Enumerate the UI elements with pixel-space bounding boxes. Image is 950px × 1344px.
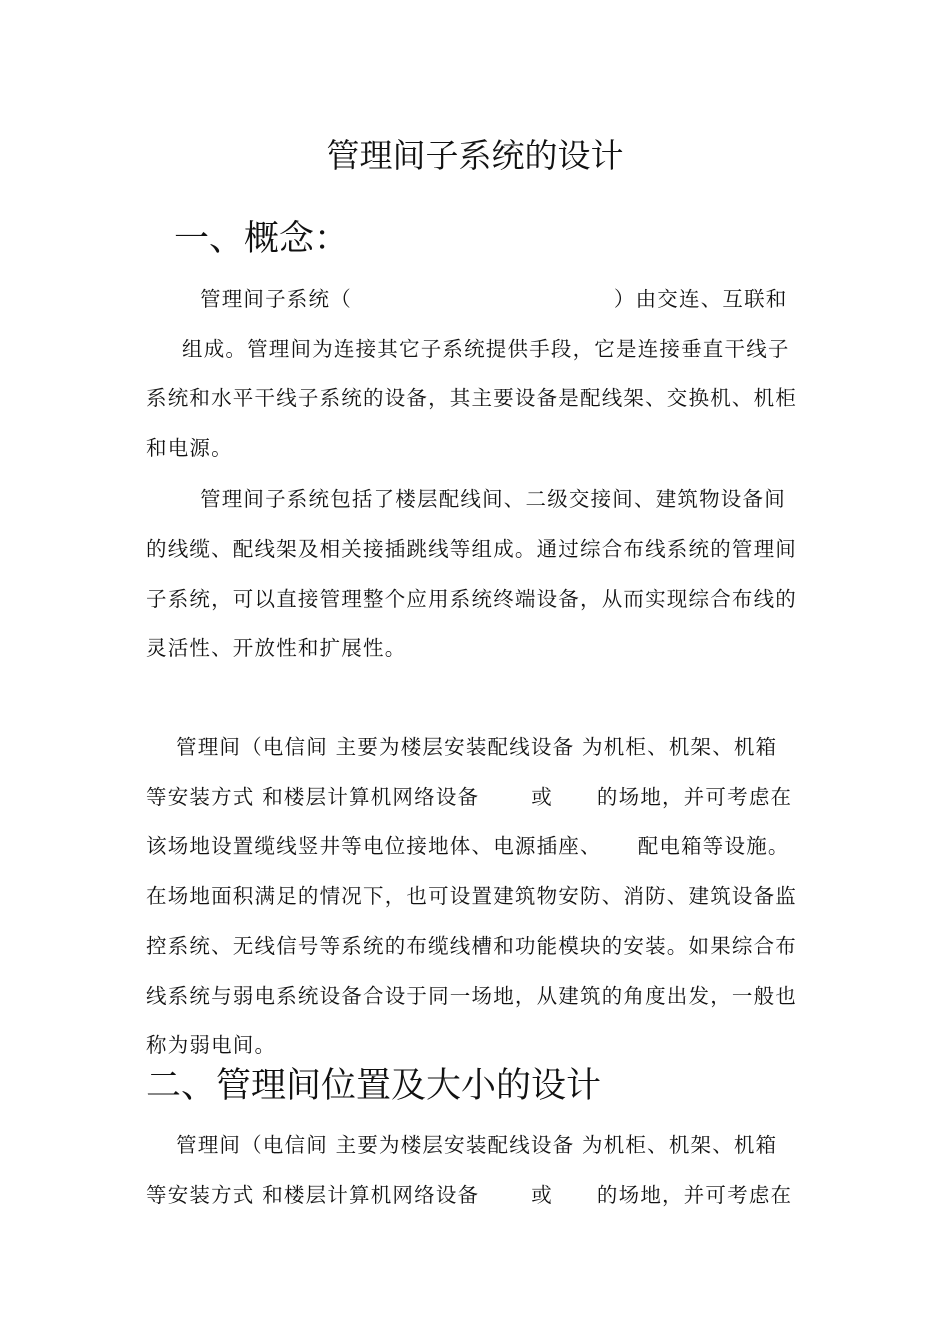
paragraph-2-line-2: 的线缆、配线架及相关接插跳线等组成。通过综合布线系统的管理间	[146, 537, 797, 561]
paragraph-1-line-2: 组成。管理间为连接其它子系统提供手段，它是连接垂直干线子	[182, 337, 790, 361]
paragraph-3-line-3	[146, 831, 790, 861]
paragraph-3-line-2-part-a: 等安装方式 和楼层计算机网络设备	[146, 785, 480, 809]
paragraph-3-line-1: 管理间（电信间 主要为楼层安装配线设备 为机柜、机架、机箱	[176, 735, 778, 759]
paragraph-3-line-2-part-b: 或	[531, 785, 553, 809]
paragraph-4-line-2	[146, 1180, 792, 1210]
section-heading-concept: 一、概念：	[174, 219, 350, 259]
paragraph-2-line-3: 子系统，可以直接管理整个应用系统终端设备，从而实现综合布线的	[146, 587, 797, 611]
paragraph-1-line-1-end: ）由交连、互联和	[613, 287, 788, 311]
paragraph-3-line-2	[146, 782, 792, 812]
paragraph-4-line-2-part-b: 或	[531, 1183, 553, 1207]
paragraph-1-line-4: 和电源。	[146, 436, 233, 460]
paragraph-4-line-1: 管理间（电信间 主要为楼层安装配线设备 为机柜、机架、机箱	[176, 1133, 778, 1157]
paragraph-2-line-4: 灵活性、开放性和扩展性。	[146, 636, 407, 660]
paragraph-1-line-3: 系统和水平干线子系统的设备，其主要设备是配线架、交换机、机柜	[146, 386, 797, 410]
paragraph-3-line-7: 称为弱电间。	[146, 1033, 277, 1057]
paragraph-3-line-3-part-b: 配电箱等设施。	[637, 834, 790, 858]
section-heading-location-size: 二、管理间位置及大小的设计	[146, 1066, 602, 1106]
paragraph-3-line-2-part-c: 的场地，并可考虑在	[596, 785, 793, 809]
paragraph-4-line-2-part-c: 的场地，并可考虑在	[596, 1183, 793, 1207]
paragraph-4-line-2-part-a: 等安装方式 和楼层计算机网络设备	[146, 1183, 480, 1207]
paragraph-3-line-5: 控系统、无线信号等系统的布缆线槽和功能模块的安装。如果综合布	[146, 934, 797, 958]
paragraph-1-line-1	[200, 284, 788, 314]
paragraph-1-line-1-start: 管理间子系统（	[200, 287, 352, 311]
paragraph-3-line-6: 线系统与弱电系统设备合设于同一场地，从建筑的角度出发，一般也	[146, 984, 797, 1008]
paragraph-2-line-1: 管理间子系统包括了楼层配线间、二级交接间、建筑物设备间	[200, 487, 786, 511]
paragraph-3-line-3-part-a: 该场地设置缆线竖井等电位接地体、电源插座、	[146, 834, 602, 858]
page-title: 管理间子系统的设计	[326, 136, 624, 175]
paragraph-3-line-4: 在场地面积满足的情况下，也可设置建筑物安防、消防、建筑设备监	[146, 884, 797, 908]
